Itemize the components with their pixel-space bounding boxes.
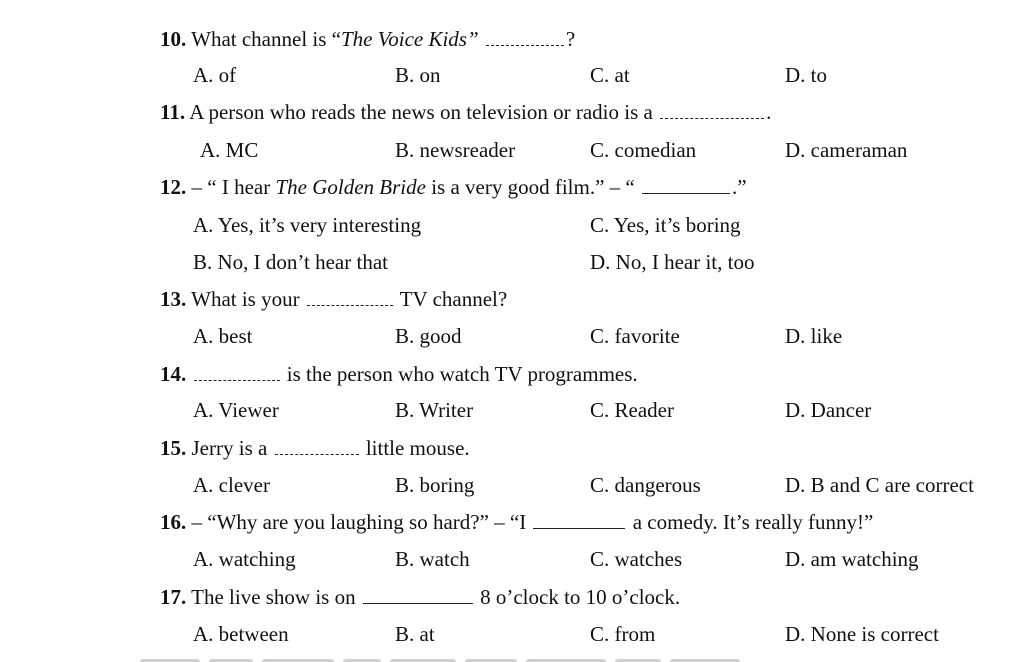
answer-blank — [642, 176, 730, 194]
option-b: B. newsreader — [395, 138, 516, 162]
question-text-end: 8 o’clock to 10 o’clock. — [480, 585, 681, 609]
question-number: 14. — [160, 362, 187, 386]
question-text: The live show is on — [191, 585, 356, 609]
option-a: A. watching — [193, 547, 296, 571]
option-c: C. from — [590, 622, 656, 646]
option-d: D. B and C are correct — [785, 473, 974, 497]
question-number: 15. — [160, 436, 187, 460]
question-text: – “Why are you laughing so hard?” – “I — [191, 510, 527, 534]
option-b: B. on — [395, 63, 441, 87]
question-text: Jerry is a — [191, 436, 268, 460]
answer-blank — [486, 28, 564, 46]
answer-blank — [533, 511, 625, 529]
answer-blank — [194, 363, 280, 381]
option-b: B. No, I don’t hear that — [193, 250, 388, 274]
cropped-next-line — [140, 654, 780, 662]
option-c: C. favorite — [590, 324, 680, 348]
question-text: A person who reads the news on television or radio is a — [189, 100, 653, 124]
question-15 — [160, 435, 470, 461]
option-a: A. best — [193, 324, 253, 348]
question-12 — [160, 174, 747, 200]
option-d: D. to — [785, 63, 827, 87]
question-text: – “ I hear — [191, 175, 271, 199]
option-c: C. comedian — [590, 138, 697, 162]
option-d: D. Dancer — [785, 398, 872, 422]
question-11 — [160, 99, 771, 125]
option-d: D. like — [785, 324, 843, 348]
option-c: C. dangerous — [590, 473, 701, 497]
question-number: 12. — [160, 175, 187, 199]
option-c: C. watches — [590, 547, 683, 571]
question-16 — [160, 509, 873, 535]
question-number: 16. — [160, 510, 187, 534]
option-a: A. clever — [193, 473, 270, 497]
question-italic-title: The Voice Kids” — [340, 27, 479, 51]
option-a: A. Viewer — [193, 398, 279, 422]
option-b: B. Writer — [395, 398, 474, 422]
question-text: What channel is “ — [191, 27, 341, 51]
option-c: C. Yes, it’s boring — [590, 213, 741, 237]
question-text-end: little mouse. — [365, 436, 470, 460]
answer-blank — [660, 101, 764, 119]
question-text-end: ? — [565, 27, 576, 51]
option-a: A. between — [193, 622, 289, 646]
question-number: 10. — [160, 27, 187, 51]
question-text-end: . — [766, 100, 772, 124]
question-italic-title: The Golden Bride — [275, 175, 426, 199]
option-b: B. good — [395, 324, 462, 348]
option-b: B. watch — [395, 547, 470, 571]
question-number: 11. — [160, 100, 186, 124]
question-text-mid: is a very good film.” – “ — [431, 175, 635, 199]
option-b: B. boring — [395, 473, 475, 497]
question-text-end: .” — [731, 175, 747, 199]
question-text: What is your — [191, 287, 300, 311]
option-c: C. at — [590, 63, 630, 87]
option-c: C. Reader — [590, 398, 674, 422]
answer-blank — [307, 288, 393, 306]
question-text-end: is the person who watch TV programmes. — [286, 362, 638, 386]
option-a: A. of — [193, 63, 237, 87]
answer-blank — [363, 586, 473, 604]
option-b: B. at — [395, 622, 435, 646]
question-number: 17. — [160, 585, 187, 609]
option-d: D. cameraman — [785, 138, 908, 162]
question-text-end: a comedy. It’s really funny!” — [632, 510, 874, 534]
option-a: A. Yes, it’s very interesting — [193, 213, 422, 237]
option-d: D. None is correct — [785, 622, 939, 646]
option-d: D. No, I hear it, too — [590, 250, 755, 274]
question-10 — [160, 26, 575, 52]
answer-blank — [275, 437, 359, 455]
question-text-end: TV channel? — [399, 287, 508, 311]
question-13 — [160, 286, 507, 312]
option-d: D. am watching — [785, 547, 919, 571]
option-a: A. MC — [200, 138, 259, 162]
question-number: 13. — [160, 287, 187, 311]
question-14 — [160, 361, 638, 387]
question-17 — [160, 584, 680, 610]
